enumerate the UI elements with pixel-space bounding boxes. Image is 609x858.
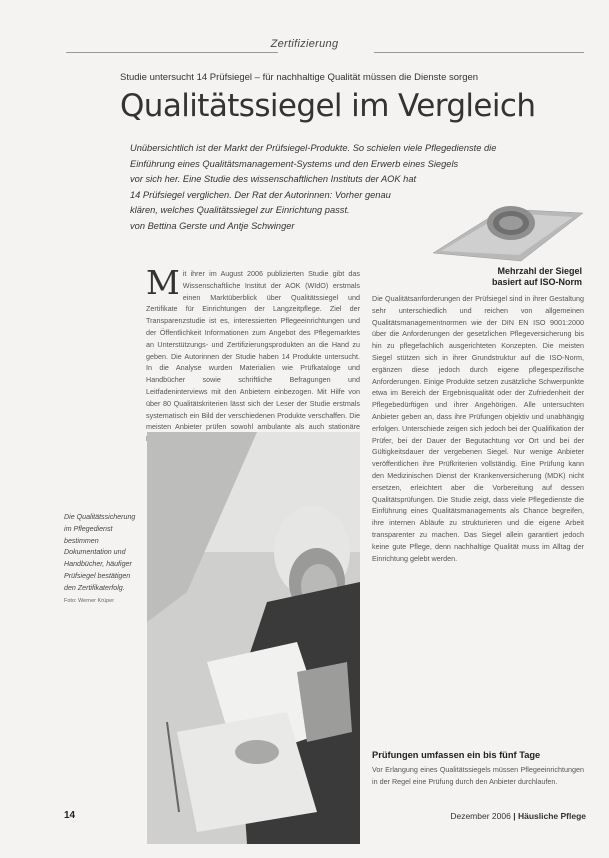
box-headline-line: basiert auf ISO-Norm — [491, 277, 582, 287]
box-headline-line: Mehrzahl der Siegel — [497, 266, 582, 276]
caption-text: Die Qualitätssicherung im Pflegedienst bestimmen Dokumentation und Handbücher, häufiger Prüfsiegel bestätigen den Zertifikaterfolg. — [64, 513, 136, 592]
article-body-column-1 — [146, 263, 360, 445]
body-paragraph: Die Qualitätsanforderungen der Prüfsiegel sind in ihrer Gestaltung sehr unterschiedlich und reichen von allgemeinen Qualitätsmanagementnormen wie der DIN EN ISO 9001:2000 über die Anforderungen der gesetzlichen Pflegeversicherung bis hin zu pflegefachlich ausgerichteten Konzepten. Die meisten Siegel stützen sich in ihrer Grundstruktur auf die ISO-Norm, ergänzen diese jedoch durch eigene pflegespezifische Anforderungen. Einige Produkte setzen zusätzliche Schwerpunkte etwa im Bereich der Ergebnisqualität oder der Zufriedenheit der Pflegebedürftigen und ihrer Angehörigen. Alle untersuchten Anbieter geben an, dass ihre Prüfungen objektiv und unabhängig erfolgen. Unterschiede zeigen sich jedoch bei der Qualifikation der Prüfer, bei der Dauer der Begutachtung vor Ort und bei der Gültigkeitsdauer der vergebenen Siegel. Nur wenige Anbieter veröffentlichen ihre Prüfkriterien vollständig. Eine Prüfung kann den Medizinischen Dienst der Krankenversicherung (MDK) nicht ersetzen, erleichtert aber die Vorbereitung auf dessen Qualitätsprüfungen. Die Studie zeigt, dass viele Pflegedienste die Einführung eines Qualitätsmanagements als Chance begreifen, ihre internen Abläufe zu strukturieren und die eigene Arbeit transparenter zu machen. Das Siegel allein garantiert jedoch keine gute Pflege, denn nachhaltige Qualität muss im Alltag der Einrichtung gelebt werden. — [372, 294, 584, 563]
photo-caption — [64, 512, 136, 607]
section-label: Zertifizierung — [270, 38, 339, 50]
article-title: Qualitätssiegel im Vergleich — [120, 88, 536, 124]
footer-issue: Dezember 2006 | Häusliche Pflege — [450, 811, 586, 821]
body-paragraph: Vor Erlangung eines Qualitätssiegels müssen Pflegeeinrichtungen in der Regel eine Prüfung durch den Anbieter durchlaufen. — [372, 765, 584, 786]
lead-line: klären, welches Qualitätssiegel zur Einrichtung passt. — [130, 205, 350, 216]
author-byline: von Bettina Gerste und Antje Schwinger — [130, 220, 295, 231]
article-body-column-3 — [372, 764, 584, 788]
photo-credit: Foto: Werner Krüper — [64, 597, 115, 604]
footer-date: Dezember 2006 — [450, 811, 511, 821]
quality-seal-image — [433, 193, 583, 265]
article-subhead: Studie untersucht 14 Prüfsiegel – für nachhaltige Qualität müssen die Dienste sorgen — [120, 72, 479, 83]
box-headline — [470, 266, 582, 288]
lead-line: vor sich her. Eine Studie des wissenschaftlichen Instituts der AOK hat — [130, 174, 417, 185]
header-rule-left — [66, 52, 278, 53]
lead-line: Einführung eines Qualitätsmanagement-Systems und den Erwerb eines Siegels — [130, 158, 459, 169]
lead-line: 14 Prüfsiegel verglichen. Der Rat der Autorinnen: Vorher genau — [130, 189, 391, 200]
lead-line: Unübersichtlich ist der Markt der Prüfsiegel-Produkte. So schielen viele Pflegedienste die — [130, 143, 497, 153]
nurse-writing-photo — [147, 432, 360, 844]
footer-magazine: Häusliche Pflege — [517, 811, 586, 821]
body-paragraph: it ihrer im August 2006 publizierten Studie gibt das Wissenschaftliche Institut der AOK (WIdO) erstmals einen Marktüberblick über Qualitätssiegel und Zertifikate für Einrichtungen der Langzeitpflege. Ziel der Transparenzstudie ist es, interessierten Pflegeeinrichtungen und der Öffentlichkeit Informationen zum Angebot des Pflegemarktes an Unterstützungs- und Zertifizierungsprodukten an die Hand zu geben. Die Autorinnen der Studie haben 14 Produkte untersucht. In die Analyse wurden Materialien wie Prüfkataloge und Handbücher sowie schriftliche Befragungen und Leitfadeninterviews mit den Anbietern einbezogen. Mit Hilfe von über 80 Qualitätskriterien lässt sich der Leser der Studie erstmals systematisch ein Bild der verschiedenen Produkte verschaffen. Die meisten Anbieter prüfen sowohl ambulante als auch stationäre — [146, 269, 360, 432]
article-body-column-2 — [372, 293, 584, 564]
subsection-heading: Prüfungen umfassen ein bis fünf Tage — [372, 750, 541, 760]
page-number: 14 — [64, 810, 76, 821]
header-rule-right — [374, 52, 584, 53]
drop-cap: M — [146, 263, 180, 302]
